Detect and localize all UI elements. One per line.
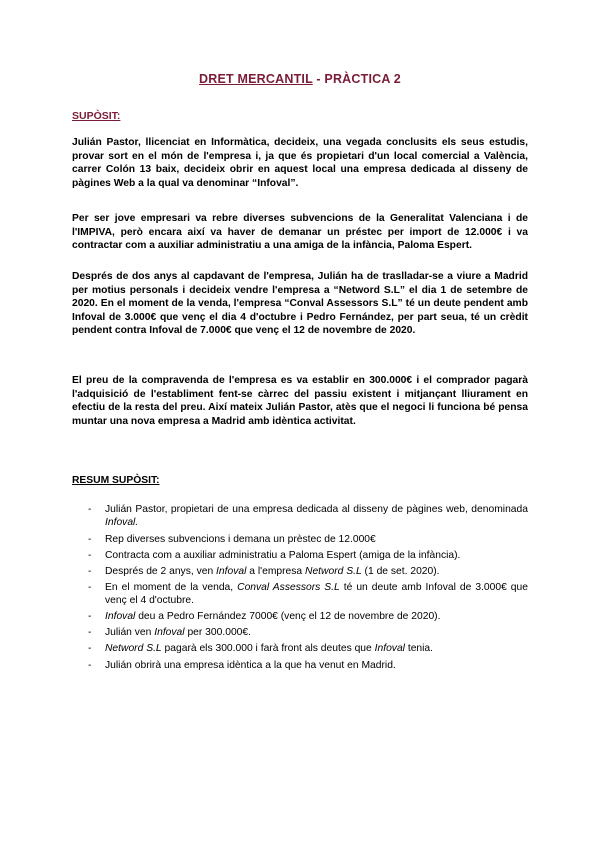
summary-item-7: - Julián ven Infoval per 300.000€. — [88, 627, 251, 639]
summary-item-9: - Julián obrirà una empresa idèntica a la que ha venut en Madrid. — [88, 659, 396, 671]
suposit-heading: SUPÒSIT: — [72, 110, 121, 122]
summary-item-8: - Netword S.L pagarà els 300.000 i farà front als deutes que Infoval tenia. — [88, 643, 434, 655]
resum-heading: RESUM SUPÒSIT: — [72, 475, 160, 486]
title-practice: - PRÀCTICA 2 — [312, 72, 401, 86]
paragraph-4: El preu de la compravenda de l'empresa es va establir en 300.000€ i el comprador pagarà l'adquisició de l'establiment fent-se càrrec del passiu existent i mitjançant lliurament en efectiu de la resta del preu. Així mateix Julián Pastor, atès que el negoci li funciona bé pensa muntar una nova empresa a Madrid amb idèntica activitat. — [72, 375, 528, 427]
summary-list — [88, 503, 528, 675]
summary-item-5: - En el moment de la venda, Conval Assessors S.L té un deute amb Infoval de 3.000€ que venç el 4 d'octubre. — [88, 581, 528, 607]
summary-item-1: - Julián Pastor, propietari de una empresa dedicada al disseny de pàgines web, denominada Infoval. — [88, 504, 528, 529]
summary-item-3: - Contracta com a auxiliar administratiu a Paloma Espert (amiga de la infància). — [88, 549, 461, 561]
paragraph-2: Per ser jove empresari va rebre diverses subvencions de la Generalitat Valenciana i de l'IMPIVA, però encara així va haver de demanar un préstec per import de 12.000€ i va contractar com a auxiliar administratiu a una amiga de la infància, Paloma Espert. — [72, 213, 528, 252]
paragraph-1: Julián Pastor, llicenciat en Informàtica, decideix, una vegada conclusits els seus estudis, provar sort en el món de l'empresa i, ja que és propietari d'un local comercial a València, carrer Colón 13 baix, decideix obrir en aquest local una empresa dedicada al disseny de pàgines Web a la qual va denominar “Infoval”. — [72, 137, 528, 189]
page-title — [0, 72, 600, 86]
summary-item-2: - Rep diverses subvencions i demana un prèstec de 12.000€ — [88, 533, 376, 545]
paragraph-3: Després de dos anys al capdavant de l'empresa, Julián ha de traslladar-se a viure a Madrid per motius personals i decideix vendre l'empresa a “Netword S.L” el dia 1 de setembre de 2020. En el moment de la venda, l'empresa “Conval Assessors S.L” té un deute pendent amb Infoval de 3.000€ que venç el dia 4 d'octubre i Pedro Fernández, per part seua, té un crèdit pendent contra Infoval de 7.000€ que venç el 12 de novembre de 2020. — [72, 271, 528, 337]
title-subject: DRET MERCANTIL — [199, 72, 313, 86]
summary-item-6: - Infoval deu a Pedro Fernández 7000€ (venç el 12 de novembre de 2020). — [88, 611, 441, 623]
summary-item-4: - Després de 2 anys, ven Infoval a l'empresa Netword S.L (1 de set. 2020). — [88, 565, 440, 577]
